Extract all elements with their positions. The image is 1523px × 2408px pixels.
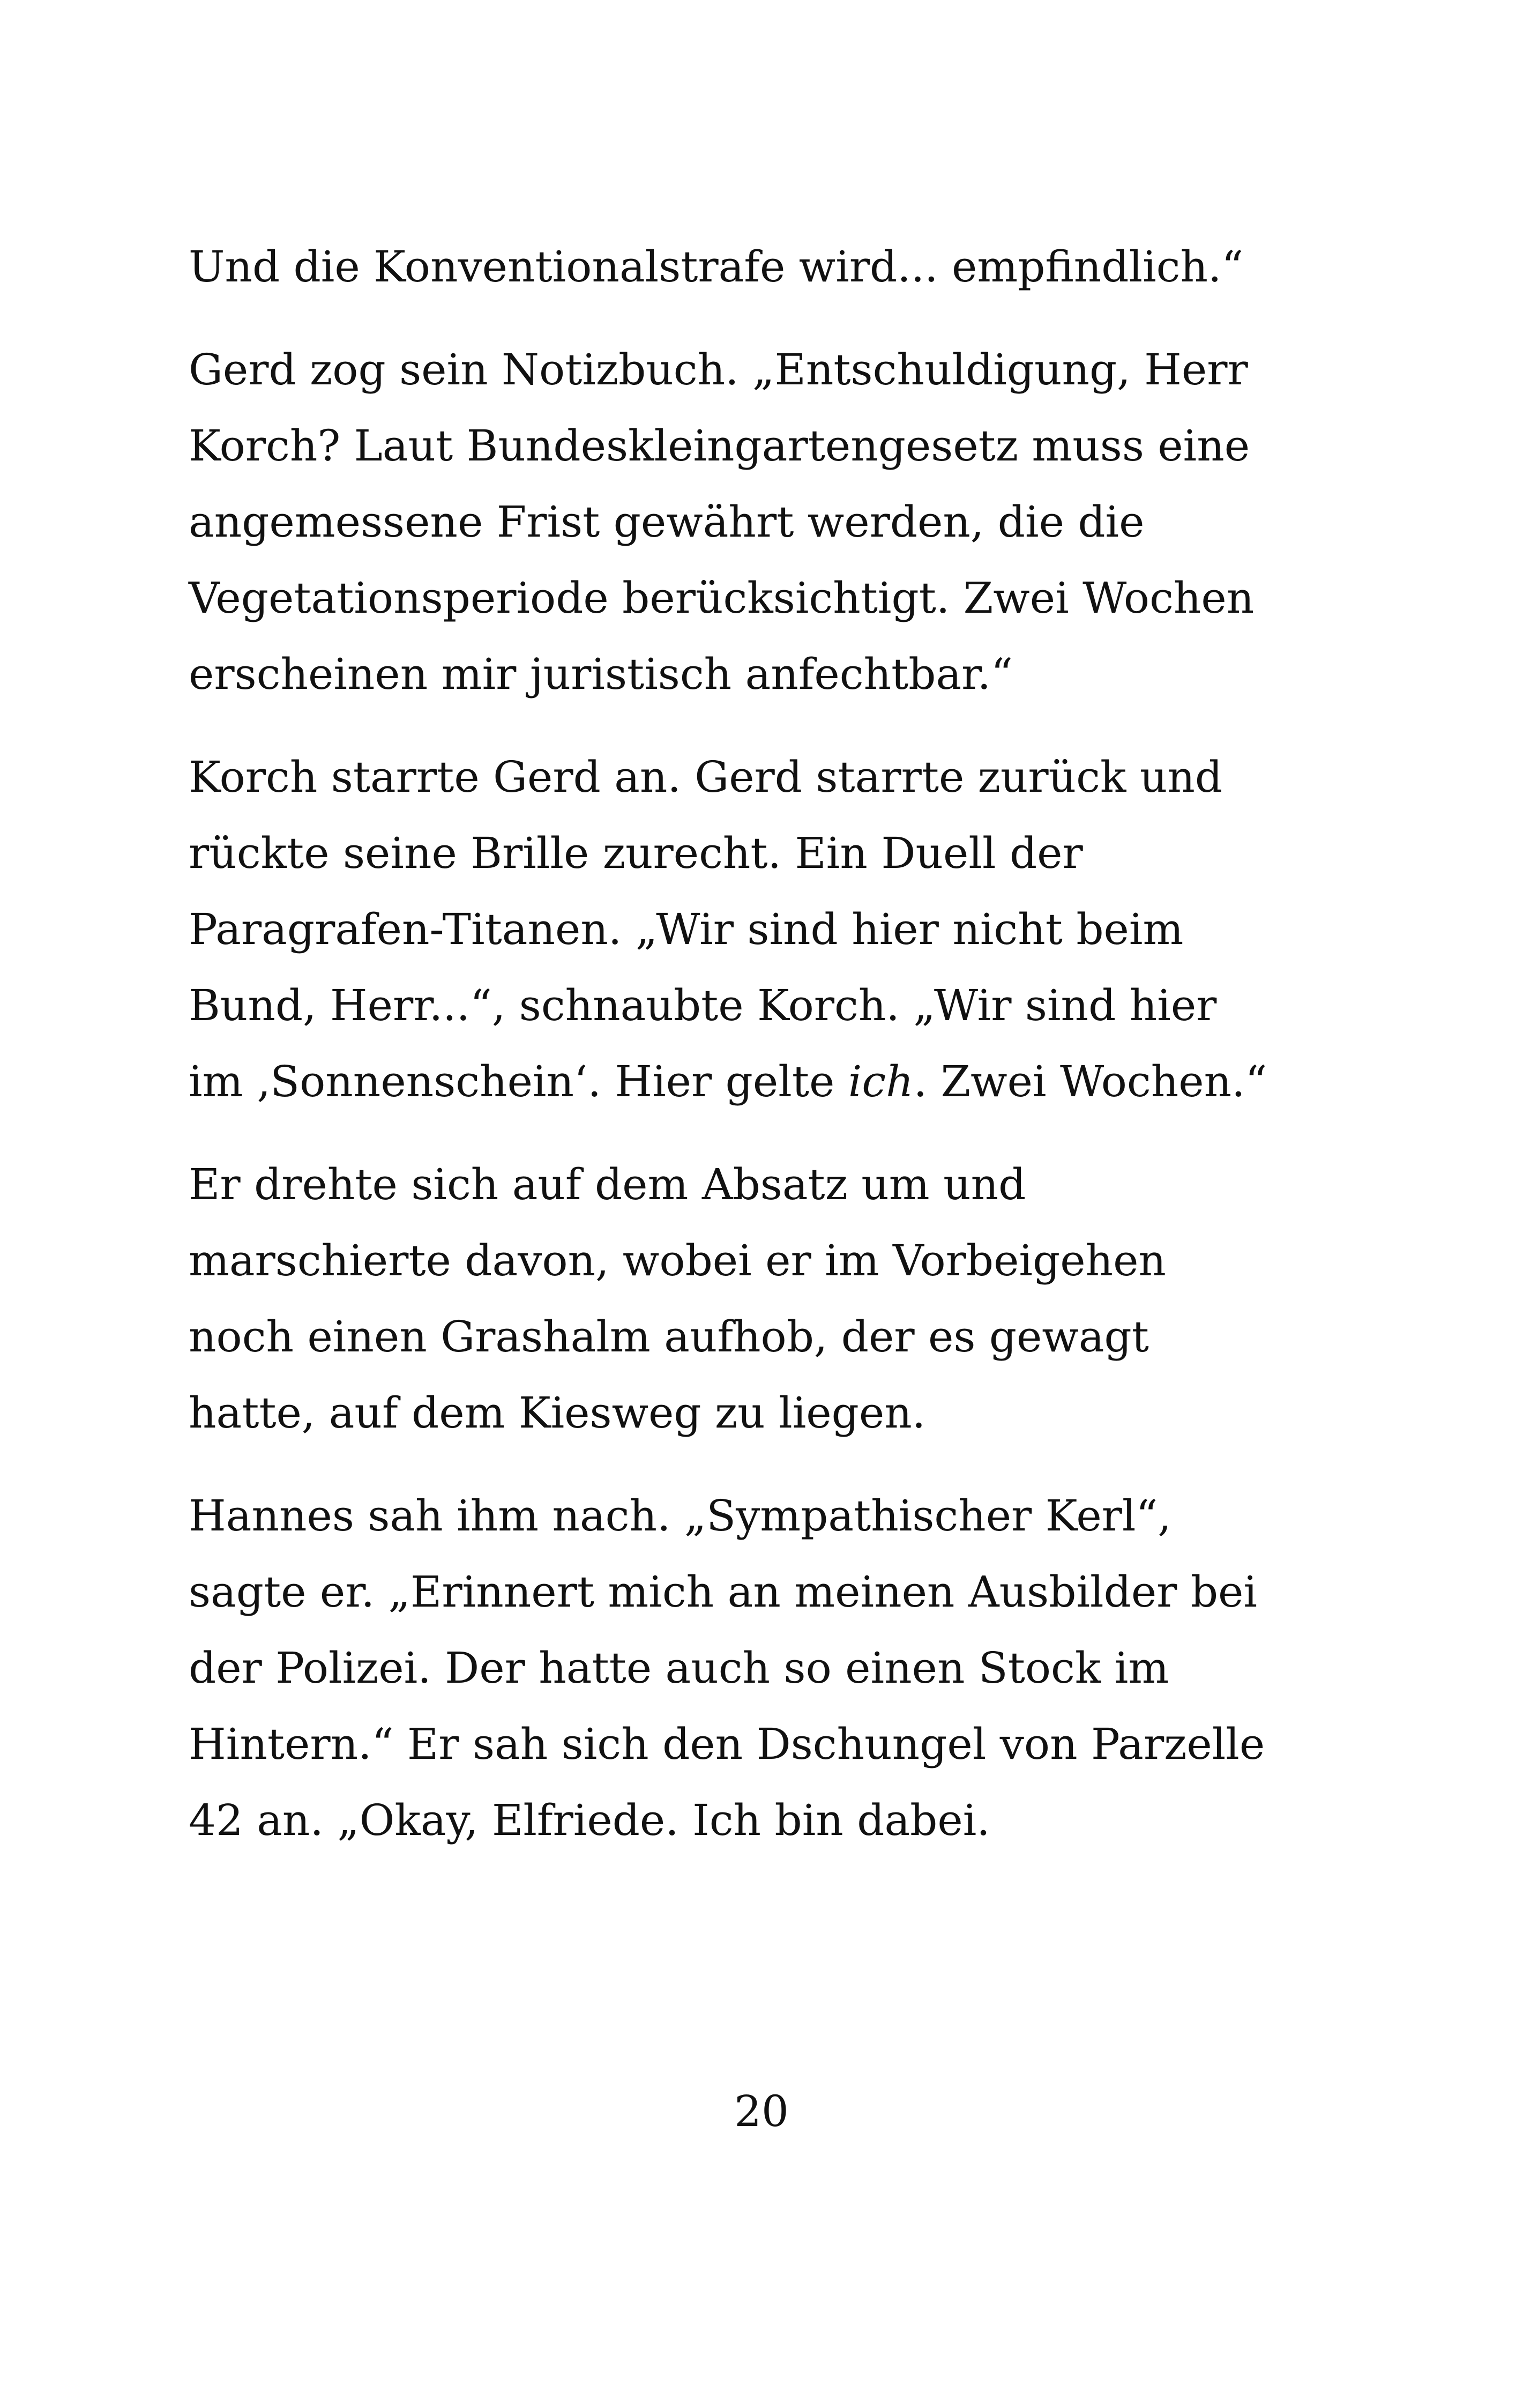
italic-emphasis: ich bbox=[848, 1057, 914, 1106]
paragraph bbox=[189, 739, 1357, 1120]
text-line: Hintern.“ Er sah sich den Dschungel von Parzelle bbox=[189, 1719, 1265, 1769]
text-line: erscheinen mir juristisch anfechtbar.“ bbox=[189, 649, 1013, 699]
paragraph-gap bbox=[189, 712, 1357, 739]
paragraph-gap bbox=[189, 305, 1357, 332]
text-line bbox=[189, 1044, 1357, 1120]
text-line: Paragrafen-Titanen. „Wir sind hier nicht beim bbox=[189, 904, 1184, 954]
text-line: angemessene Frist gewährt werden, die die bbox=[189, 497, 1145, 547]
body-text bbox=[189, 229, 1357, 1859]
text-line: 42 an. „Okay, Elfriede. Ich bin dabei. bbox=[189, 1795, 990, 1845]
paragraph-gap bbox=[189, 1451, 1357, 1478]
text-line: hatte, auf dem Kiesweg zu liegen. bbox=[189, 1388, 926, 1438]
text-line: Gerd zog sein Notizbuch. „Entschuldigung, Herr bbox=[189, 345, 1248, 395]
paragraph bbox=[189, 332, 1357, 712]
paragraph bbox=[189, 1147, 1357, 1451]
text-segment: im ‚Sonnenschein‘. Hier gelte bbox=[189, 1057, 848, 1106]
paragraph bbox=[189, 1478, 1357, 1859]
text-line: Bund, Herr...“, schnaubte Korch. „Wir sind hier bbox=[189, 980, 1217, 1030]
text-line: Er drehte sich auf dem Absatz um und bbox=[189, 1160, 1026, 1209]
text-line: der Polizei. Der hatte auch so einen Stock im bbox=[189, 1643, 1169, 1693]
text-segment: . Zwei Wochen.“ bbox=[913, 1057, 1267, 1106]
text-line: Korch? Laut Bundeskleingartengesetz muss eine bbox=[189, 421, 1250, 471]
paragraph bbox=[189, 229, 1357, 305]
text-line: sagte er. „Erinnert mich an meinen Ausbilder bei bbox=[189, 1567, 1257, 1617]
text-line: noch einen Grashalm aufhob, der es gewagt bbox=[189, 1312, 1149, 1362]
text-line: Korch starrte Gerd an. Gerd starrte zurück und bbox=[189, 752, 1223, 802]
text-line: Hannes sah ihm nach. „Sympathischer Kerl“, bbox=[189, 1491, 1171, 1541]
page-number: 20 bbox=[734, 2086, 789, 2136]
text-line: marschierte davon, wobei er im Vorbeigehen bbox=[189, 1236, 1166, 1285]
text-line: Und die Konventionalstrafe wird... empfindlich.“ bbox=[189, 242, 1244, 292]
paragraph-gap bbox=[189, 1120, 1357, 1147]
text-line: rückte seine Brille zurecht. Ein Duell der bbox=[189, 828, 1083, 878]
text-line: Vegetationsperiode berücksichtigt. Zwei Wochen bbox=[189, 573, 1255, 623]
